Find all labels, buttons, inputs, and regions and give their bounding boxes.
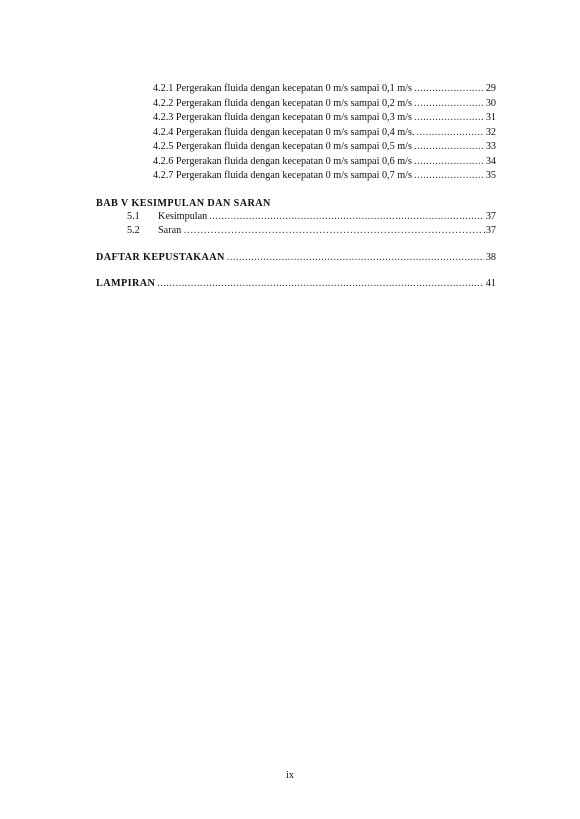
toc-entry-label: 4.2.6 Pergerakan fluida dengan kecepatan 0 m/s sampai 0,6 m/s <box>153 155 412 167</box>
leader-dots <box>414 156 484 168</box>
toc-entry-4-2-6 <box>153 156 496 168</box>
toc-entry-page: 35 <box>485 170 496 181</box>
toc-entry-label: DAFTAR KEPUSTAKAAN <box>96 252 225 263</box>
toc-entry-page: 30 <box>485 97 496 109</box>
toc-entry-5-2 <box>127 225 496 237</box>
toc-entry-label: 5.1 Kesimpulan <box>127 211 208 222</box>
toc-entry-appendix <box>96 278 496 290</box>
toc-entry-page: 38 <box>485 252 496 263</box>
toc-entry-label: 4.2.7 Pergerakan fluida dengan kecepatan 0 m/s sampai 0,7 m/s <box>153 170 412 181</box>
toc-entry-4-2-3 <box>153 112 496 124</box>
leader-dots <box>414 98 484 110</box>
toc-entry-label: LAMPIRAN <box>96 278 156 289</box>
toc-entry-label: 4.2.3 Pergerakan fluida dengan kecepatan 0 m/s sampai 0,3 m/s <box>153 112 412 123</box>
leader-dots <box>414 112 484 124</box>
toc-entry-page: .37 <box>483 225 496 236</box>
page-number: ix <box>286 770 294 781</box>
toc-entry-page: 33 <box>485 141 496 152</box>
toc-entry-5-1 <box>127 211 496 223</box>
toc-entry-page: 34 <box>485 155 496 167</box>
toc-entry-4-2-2 <box>153 98 496 110</box>
leader-dots <box>227 252 484 264</box>
toc-entry-label: 4.2.2 Pergerakan fluida dengan kecepatan 0 m/s sampai 0,2 m/s <box>153 97 412 109</box>
toc-entry-label: 4.2.4 Pergerakan fluida dengan kecepatan 0 m/s sampai 0,4 m/s. <box>153 126 415 138</box>
toc-entry-page: 37 <box>485 211 496 222</box>
toc-entry-page: 29 <box>485 83 496 94</box>
leader-dots <box>209 211 484 223</box>
chapter-heading: BAB V KESIMPULAN DAN SARAN <box>96 198 271 209</box>
toc-entry-4-2-5 <box>153 141 496 153</box>
toc-entry-page: 32 <box>485 126 496 138</box>
toc-entry-page: 31 <box>485 112 496 123</box>
leader-dots <box>157 278 484 290</box>
leader-dots <box>414 170 484 182</box>
toc-entry-label: 5.2 Saran <box>127 225 182 236</box>
leader-dots <box>414 141 484 153</box>
toc-entry-label: 4.2.1 Pergerakan fluida dengan kecepatan 0 m/s sampai 0,1 m/s <box>153 83 412 94</box>
leader-dots <box>417 127 484 139</box>
toc-entry-4-2-4 <box>153 127 496 139</box>
leader-dots <box>183 225 481 237</box>
toc-entry-label: 4.2.5 Pergerakan fluida dengan kecepatan 0 m/s sampai 0,5 m/s <box>153 141 412 152</box>
toc-entry-references <box>96 252 496 264</box>
toc-entry-4-2-1 <box>153 83 496 95</box>
leader-dots <box>414 83 484 95</box>
toc-entry-page: 41 <box>485 278 496 289</box>
toc-entry-4-2-7 <box>153 170 496 182</box>
